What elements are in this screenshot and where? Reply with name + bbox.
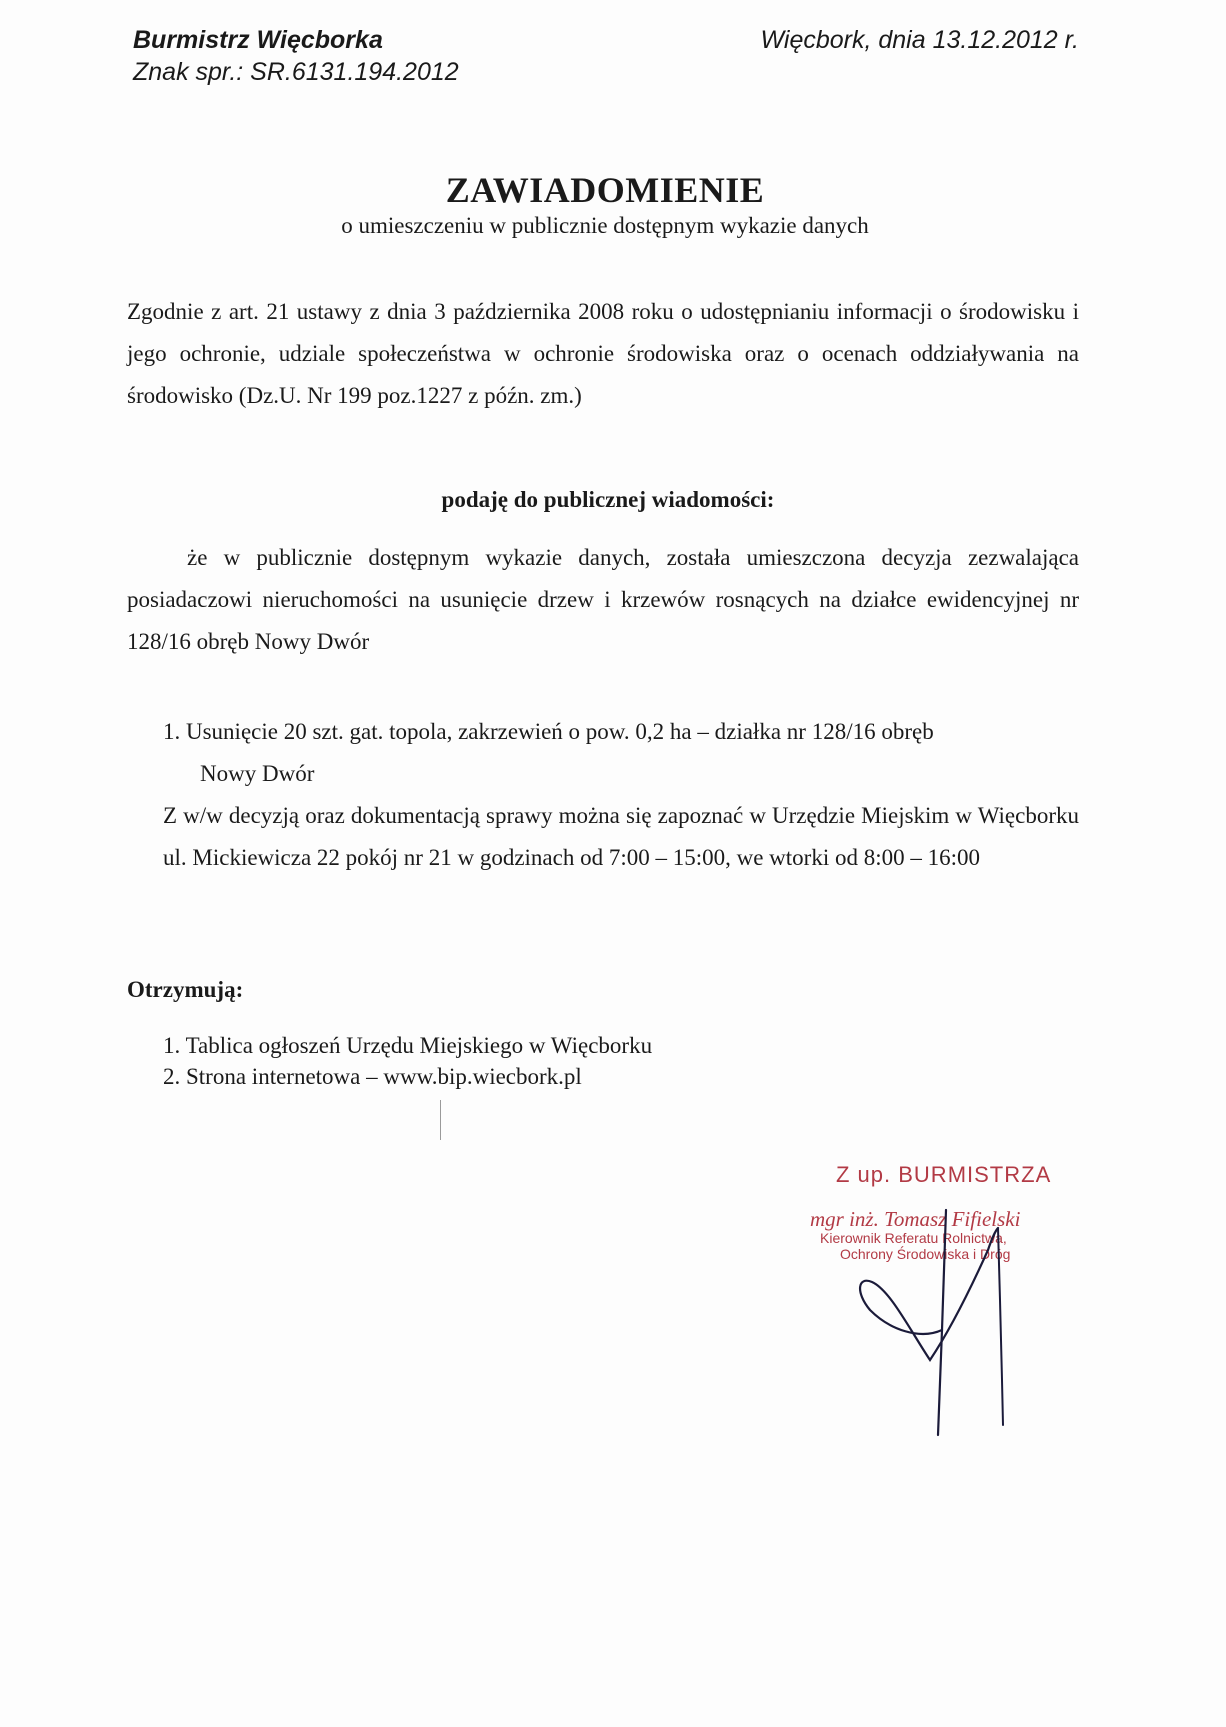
legal-basis-paragraph: Zgodnie z art. 21 ustawy z dnia 3 października 2008 roku o udostępnianiu informacji o środowisku i jego ochronie, udziale społeczeństwa w ochronie środowiska oraz o ocenach oddziaływania na środowisko (Dz.U. Nr 199 poz.1227 z późn. zm.) [127,299,1079,408]
list-item [163,711,1079,795]
place-and-date: Więcbork, dnia 13.12.2012 r. [760,26,1079,54]
recipient-item: 2. Strona internetowa – www.bip.wiecbork.pl [163,1064,582,1089]
stamp-authorization: Z up. BURMISTRZA [836,1162,1052,1187]
scan-artifact [440,1100,441,1140]
recipient-item: 1. Tablica ogłoszeń Urzędu Miejskiego w Więcborku [163,1033,653,1058]
stamp-position-line2: Ochrony Środowiska i Dróg [840,1246,1011,1262]
recipients-list [163,1030,652,1092]
issuing-authority: Burmistrz Więcborka [133,26,383,54]
handwritten-signature [850,1180,1030,1440]
stamp-position-line1: Kierownik Referatu Rolnictwa, [820,1230,1007,1246]
recipients-heading: Otrzymują: [127,977,244,1002]
stamp-name: mgr inż. Tomasz Fifielski [810,1207,1021,1231]
list-item-text-line1: Usunięcie 20 szt. gat. topola, zakrzewień o pow. 0,2 ha – działka nr 128/16 obręb [186,719,934,744]
header-left [133,24,459,88]
info-paragraph: Z w/w decyzją oraz dokumentacją sprawy można się zapoznać w Urzędzie Miejskim w Więcborku ul. Mickiewicza 22 pokój nr 21 w godzinach od 7:00 – 15:00, we wtorki od 8:00 – 16:00 [163,803,1079,870]
case-reference: Znak spr.: SR.6131.194.2012 [133,58,459,86]
decision-paragraph: że w publicznie dostępnym wykazie danych, została umieszczona decyzja zezwalająca posiadaczowi nieruchomości na usunięcie drzew i krzewów rosnących na działce ewidencyjnej nr 128/16 obręb Nowy Dwór [127,545,1079,654]
list-item-text-line2: Nowy Dwór [200,761,315,786]
document-subtitle: o umieszczeniu w publicznie dostępnym wykazie danych [341,213,869,238]
document-title: ZAWIADOMIENIE [445,170,765,210]
list-item-number: 1. [163,719,181,744]
announcement-heading: podaję do publicznej wiadomości: [441,487,775,512]
